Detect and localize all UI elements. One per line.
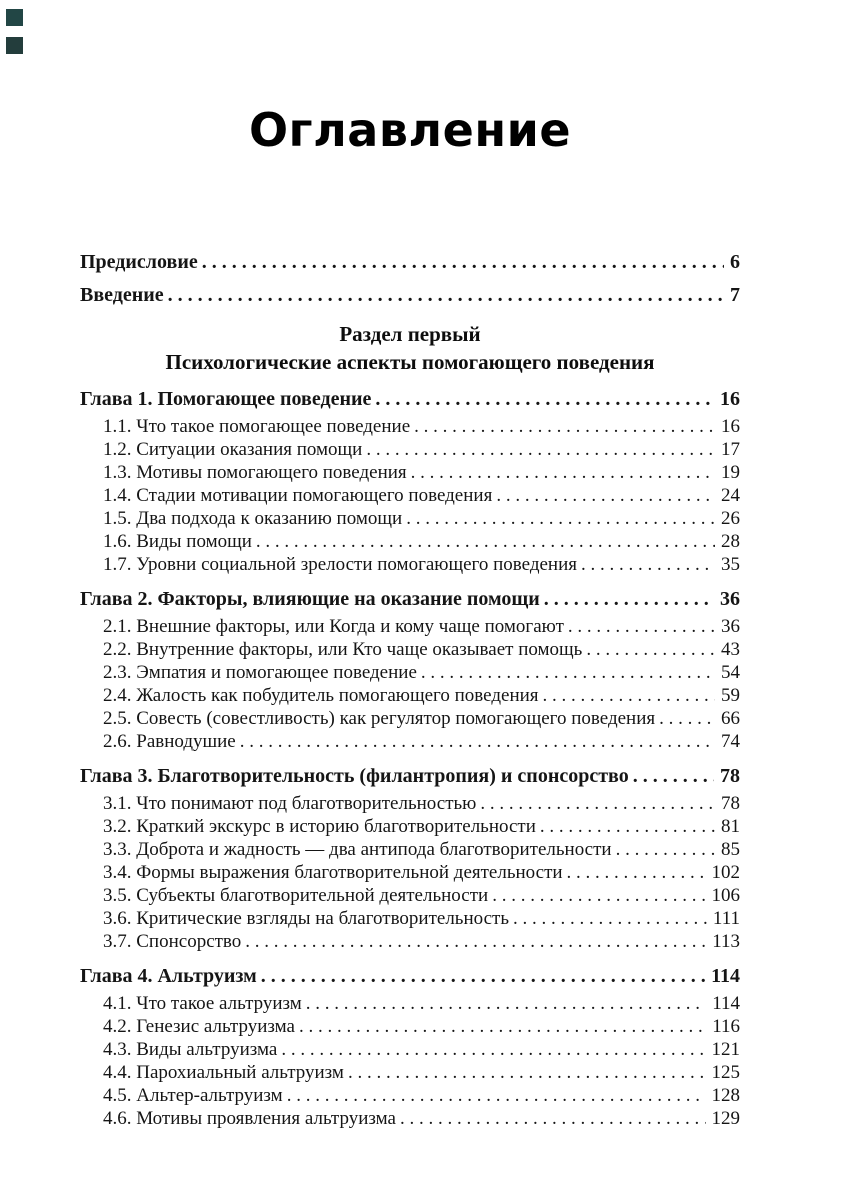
toc-entry-1-3 <box>80 461 740 484</box>
toc-entry-1-1 <box>80 415 740 438</box>
entry-page: 7 <box>730 284 740 306</box>
entry-page: 35 <box>721 554 740 575</box>
toc-entry-4-2 <box>80 1015 740 1038</box>
entry-page: 28 <box>721 531 740 552</box>
toc-chapter-4 <box>80 964 740 988</box>
entry-page: 66 <box>721 708 740 729</box>
chapter-label: Глава 3. Благотворительность (филантропия) и спонсорство <box>80 765 629 787</box>
dot-leader <box>366 438 715 461</box>
entry-page: 85 <box>721 839 740 860</box>
toc-entry-preface <box>80 250 740 274</box>
dot-leader <box>168 283 724 307</box>
dot-leader <box>421 661 715 684</box>
entry-label: 2.4. Жалость как побудитель помогающего поведения <box>103 685 539 706</box>
toc-entry-1-7 <box>80 553 740 576</box>
entry-label: 4.4. Парохиальный альтруизм <box>103 1062 344 1083</box>
entry-page: 26 <box>721 508 740 529</box>
toc-content <box>80 0 740 1130</box>
entry-page: 6 <box>730 251 740 273</box>
entry-page: 81 <box>721 816 740 837</box>
entry-page: 116 <box>712 1016 740 1037</box>
entry-page: 128 <box>711 1085 740 1106</box>
dot-leader <box>348 1061 706 1084</box>
entry-label: 2.6. Равнодушие <box>103 731 236 752</box>
dot-leader <box>496 484 715 507</box>
toc-entry-3-2 <box>80 815 740 838</box>
entry-label: 4.2. Генезис альтруизма <box>103 1016 295 1037</box>
entry-label: 1.1. Что такое помогающее поведение <box>103 416 411 437</box>
entry-label: 3.5. Субъекты благотворительной деятельности <box>103 885 489 906</box>
dot-leader <box>245 930 706 953</box>
toc-entry-2-2 <box>80 638 740 661</box>
dot-leader <box>406 507 715 530</box>
toc-entry-3-1 <box>80 792 740 815</box>
entry-label: 3.7. Спонсорство <box>103 931 242 952</box>
toc-chapter-3 <box>80 764 740 788</box>
dot-leader <box>543 684 715 707</box>
entry-label: 4.5. Альтер-альтруизм <box>103 1085 283 1106</box>
dot-leader <box>375 387 714 411</box>
dot-leader <box>261 964 705 988</box>
chapter-page: 114 <box>711 965 740 987</box>
dot-leader <box>287 1084 706 1107</box>
toc-chapter-1 <box>80 387 740 411</box>
dot-leader <box>633 764 714 788</box>
entry-page: 129 <box>711 1108 740 1129</box>
section-heading <box>80 320 740 376</box>
dot-leader <box>581 553 715 576</box>
scan-artifact-icon <box>6 37 23 54</box>
entry-label: Введение <box>80 284 164 306</box>
chapter-page: 16 <box>720 388 740 410</box>
toc-entry-3-5 <box>80 884 740 907</box>
entry-label: 2.1. Внешние факторы, или Когда и кому чаще помогают <box>103 616 564 637</box>
entry-label: 4.6. Мотивы проявления альтруизма <box>103 1108 396 1129</box>
dot-leader <box>240 730 715 753</box>
entry-page: 54 <box>721 662 740 683</box>
entry-page: 102 <box>711 862 740 883</box>
toc-entry-2-6 <box>80 730 740 753</box>
toc-entry-introduction <box>80 283 740 307</box>
dot-leader <box>256 530 715 553</box>
toc-entry-2-5 <box>80 707 740 730</box>
entry-label: 4.3. Виды альтруизма <box>103 1039 278 1060</box>
section-heading-line2: Психологические аспекты помогающего поведения <box>165 350 655 374</box>
toc-entry-4-3 <box>80 1038 740 1061</box>
entry-label: 3.4. Формы выражения благотворительной деятельности <box>103 862 563 883</box>
entry-page: 43 <box>721 639 740 660</box>
scan-artifact-icon <box>6 9 23 26</box>
entry-label: 1.2. Ситуации оказания помощи <box>103 439 363 460</box>
entry-label: 1.3. Мотивы помогающего поведения <box>103 462 407 483</box>
chapter-label: Глава 4. Альтруизм <box>80 965 257 987</box>
entry-label: 3.6. Критические взгляды на благотворительность <box>103 908 510 929</box>
entry-page: 16 <box>721 416 740 437</box>
chapter-label: Глава 1. Помогающее поведение <box>80 388 372 410</box>
toc-entry-1-6 <box>80 530 740 553</box>
toc-entry-2-4 <box>80 684 740 707</box>
dot-leader <box>616 838 715 861</box>
dot-leader <box>414 415 715 438</box>
entry-page: 121 <box>711 1039 740 1060</box>
entry-label: 2.5. Совесть (совестливость) как регулятор помогающего поведения <box>103 708 656 729</box>
dot-leader <box>281 1038 705 1061</box>
toc-chapter-2 <box>80 587 740 611</box>
dot-leader <box>586 638 715 661</box>
toc-entry-1-2 <box>80 438 740 461</box>
entry-label: 4.1. Что такое альтруизм <box>103 993 302 1014</box>
entry-page: 59 <box>721 685 740 706</box>
entry-label: Предисловие <box>80 251 198 273</box>
dot-leader <box>513 907 707 930</box>
entry-label: 2.3. Эмпатия и помогающее поведение <box>103 662 417 683</box>
front-matter <box>80 250 740 307</box>
entry-label: 1.6. Виды помощи <box>103 531 252 552</box>
dot-leader <box>659 707 715 730</box>
entry-label: 2.2. Внутренние факторы, или Кто чаще оказывает помощь <box>103 639 583 660</box>
toc-entry-3-6 <box>80 907 740 930</box>
dot-leader <box>540 815 715 838</box>
entry-page: 125 <box>711 1062 740 1083</box>
entry-page: 113 <box>712 931 740 952</box>
entry-page: 78 <box>721 793 740 814</box>
dot-leader <box>480 792 715 815</box>
entry-page: 111 <box>712 908 740 929</box>
chapter-label: Глава 2. Факторы, влияющие на оказание помощи <box>80 588 540 610</box>
dot-leader <box>202 250 724 274</box>
dot-leader <box>567 861 706 884</box>
dot-leader <box>299 1015 706 1038</box>
dot-leader <box>400 1107 706 1130</box>
entry-page: 36 <box>721 616 740 637</box>
entry-page: 19 <box>721 462 740 483</box>
dot-leader <box>411 461 715 484</box>
entry-label: 1.7. Уровни социальной зрелости помогающего поведения <box>103 554 578 575</box>
entry-page: 17 <box>721 439 740 460</box>
entry-page: 106 <box>711 885 740 906</box>
dot-leader <box>568 615 715 638</box>
toc-entry-4-5 <box>80 1084 740 1107</box>
entry-page: 74 <box>721 731 740 752</box>
toc-entry-4-4 <box>80 1061 740 1084</box>
toc-entry-4-6 <box>80 1107 740 1130</box>
toc-entry-2-1 <box>80 615 740 638</box>
entry-page: 24 <box>721 485 740 506</box>
dot-leader <box>306 992 706 1015</box>
toc-entry-1-4 <box>80 484 740 507</box>
toc-entry-2-3 <box>80 661 740 684</box>
toc-entry-4-1 <box>80 992 740 1015</box>
entry-label: 1.5. Два подхода к оказанию помощи <box>103 508 403 529</box>
toc-entry-1-5 <box>80 507 740 530</box>
dot-leader <box>492 884 705 907</box>
section-heading-line1: Раздел первый <box>339 322 481 346</box>
entry-label: 1.4. Стадии мотивации помогающего поведения <box>103 485 493 506</box>
toc-entry-3-7 <box>80 930 740 953</box>
entry-label: 3.2. Краткий экскурс в историю благотворительности <box>103 816 536 837</box>
entry-label: 3.3. Доброта и жадность — два антипода благотворительности <box>103 839 612 860</box>
page-title: Оглавление <box>248 103 572 157</box>
dot-leader <box>544 587 714 611</box>
chapter-page: 78 <box>720 765 740 787</box>
toc-entry-3-3 <box>80 838 740 861</box>
toc-entry-3-4 <box>80 861 740 884</box>
entry-page: 114 <box>712 993 740 1014</box>
chapter-page: 36 <box>720 588 740 610</box>
entry-label: 3.1. Что понимают под благотворительностью <box>103 793 477 814</box>
